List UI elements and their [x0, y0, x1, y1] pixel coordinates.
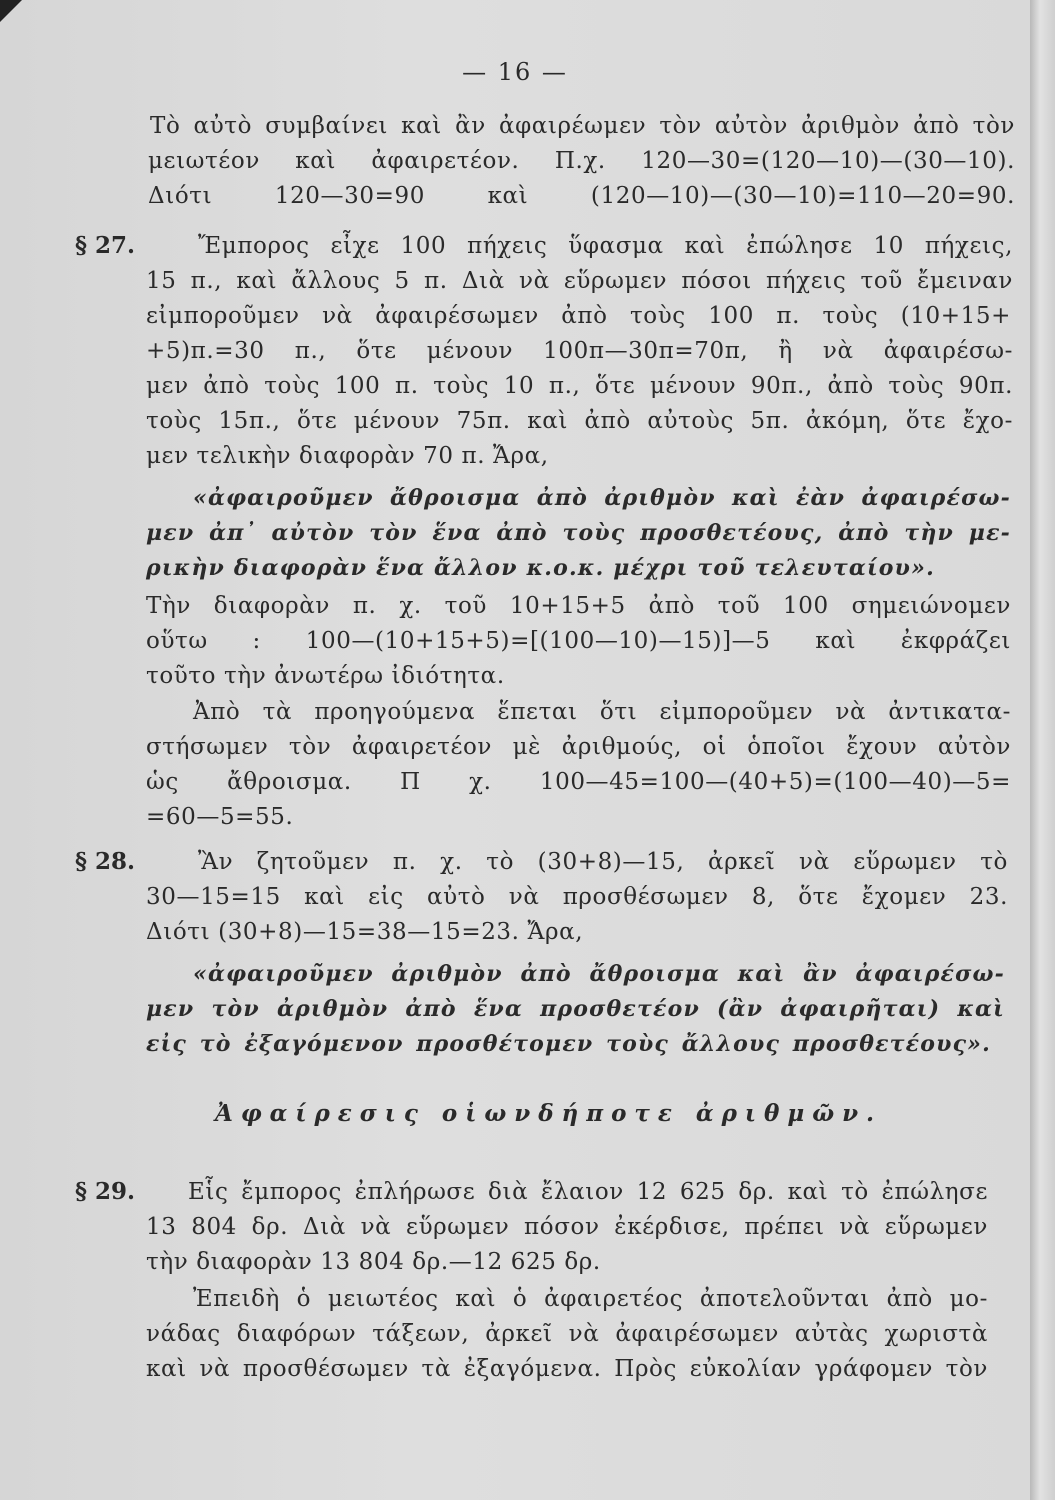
text-line: Ἐπειδὴ ὁ μειωτέος καὶ ὁ ἀφαιρετέος ἀποτελοῦνται ἀπὸ μο- — [193, 1286, 988, 1312]
text-line: τὴν διαφορὰν 13 804 δρ.—12 625 δρ. — [146, 1249, 601, 1275]
rule-statement-line: «ἀφαιροῦμεν ἄθροισμα ἀπὸ ἀριθμὸν καὶ ἐὰν ἀφαιρέσω- — [193, 485, 1011, 511]
text-line: Ἂν ζητοῦμεν π. χ. τὸ (30+8)—15, ἀρκεῖ νὰ εὕρωμεν τὸ — [198, 849, 1008, 875]
page-edge — [1030, 0, 1055, 1500]
text-line: Διότι 120—30=90 καὶ (120—10)—(30—10)=110—20=90. — [148, 183, 1015, 209]
rule-statement-line: εἰς τὸ ἐξαγόμενον προσθέτομεν τοὺς ἄλλους προσθετέους». — [146, 1031, 991, 1057]
text-line: νάδας διαφόρων τάξεων, ἀρκεῖ νὰ ἀφαιρέσωμεν αὐτὰς χωριστὰ — [146, 1321, 988, 1347]
text-line: 15 π., καὶ ἄλλους 5 π. Διὰ νὰ εὕρωμεν πόσοι πήχεις τοῦ ἔμειναν — [146, 268, 1013, 294]
text-line: 13 804 δρ. Διὰ νὰ εὕρωμεν πόσον ἐκέρδισε, πρέπει νὰ εὕρωμεν — [146, 1214, 988, 1240]
text-line: εἰμποροῦμεν νὰ ἀφαιρέσωμεν ἀπὸ τοὺς 100 π. τοὺς (10+15+ — [146, 303, 1011, 329]
text-line: +5)π.=30 π., ὅτε μένουν 100π—30π=70π, ἢ νὰ ἀφαιρέσω- — [146, 338, 1013, 364]
rule-statement-line: «ἀφαιροῦμεν ἀριθμὸν ἀπὸ ἄθροισμα καὶ ἂν ἀφαιρέσω- — [193, 961, 1005, 987]
text-line: μεν τελικὴν διαφορὰν 70 π. Ἄρα, — [146, 443, 549, 469]
text-line: =60—5=55. — [146, 804, 294, 830]
text-line: Εἷς ἔμπορος ἐπλήρωσε διὰ ἔλαιον 12 625 δρ. καὶ τὸ ἐπώλησε — [188, 1179, 988, 1205]
text-line: μεν ἀπὸ τοὺς 100 π. τοὺς 10 π., ὅτε μένουν 90π., ἀπὸ τοὺς 90π. — [146, 373, 1013, 399]
text-line: τοῦτο τὴν ἀνωτέρω ἰδιότητα. — [146, 663, 505, 689]
text-line: τοὺς 15π., ὅτε μένουν 75π. καὶ ἀπὸ αὐτοὺς 5π. ἀκόμη, ὅτε ἔχο- — [146, 408, 1013, 434]
scan-corner-mark — [0, 0, 22, 22]
rule-statement-line: μεν ἀπ᾽ αὐτὸν τὸν ἕνα ἀπὸ τοὺς προσθετέους, ἀπὸ τὴν με- — [146, 520, 1011, 546]
text-line: Ἔμπορος εἶχε 100 πήχεις ὕφασμα καὶ ἐπώλησε 10 πήχεις, — [198, 233, 1013, 259]
text-line: οὕτω : 100—(10+15+5)=[(100—10)—15)]—5 καὶ ἐκφράζει — [146, 628, 1011, 654]
text-line: Διότι (30+8)—15=38—15=23. Ἄρα, — [146, 919, 584, 945]
text-line: μειωτέον καὶ ἀφαιρετέον. Π.χ. 120—30=(120—10)—(30—10). — [148, 148, 1015, 174]
text-line: ὡς ἄθροισμα. Π χ. 100—45=100—(40+5)=(100—40)—5= — [146, 769, 1011, 795]
text-line: 30—15=15 καὶ εἰς αὐτὸ νὰ προσθέσωμεν 8, ὅτε ἔχομεν 23. — [146, 884, 1008, 910]
rule-statement-line: ρικὴν διαφορὰν ἕνα ἄλλον κ.ο.κ. μέχρι τοῦ τελευταίου». — [146, 555, 935, 581]
text-line: Ἀπὸ τὰ προηγούμενα ἕπεται ὅτι εἰμποροῦμεν νὰ ἀντικατα- — [193, 699, 1011, 725]
text-line: Τὸ αὐτὸ συμβαίνει καὶ ἂν ἀφαιρέωμεν τὸν αὐτὸν ἀριθμὸν ἀπὸ τὸν — [150, 113, 1015, 139]
section-label-29: § 29. — [75, 1178, 136, 1205]
text-line: Τὴν διαφορὰν π. χ. τοῦ 10+15+5 ἀπὸ τοῦ 100 σημειώνομεν — [146, 593, 1011, 619]
text-line: καὶ νὰ προσθέσωμεν τὰ ἐξαγόμενα. Πρὸς εὐκολίαν γράφομεν τὸν — [146, 1356, 988, 1382]
section-label-27: § 27. — [75, 232, 136, 259]
section-heading: Ἀφαίρεσις οἱωνδήποτε ἀριθμῶν. — [215, 1100, 883, 1127]
page-number: — 16 — — [462, 58, 568, 86]
rule-statement-line: μεν τὸν ἀριθμὸν ἀπὸ ἕνα προσθετέον (ἂν ἀφαιρῆται) καὶ — [146, 996, 1005, 1022]
text-line: στήσωμεν τὸν ἀφαιρετέον μὲ ἀριθμούς, οἱ ὁποῖοι ἔχουν αὐτὸν — [146, 734, 1011, 760]
section-label-28: § 28. — [75, 848, 136, 875]
